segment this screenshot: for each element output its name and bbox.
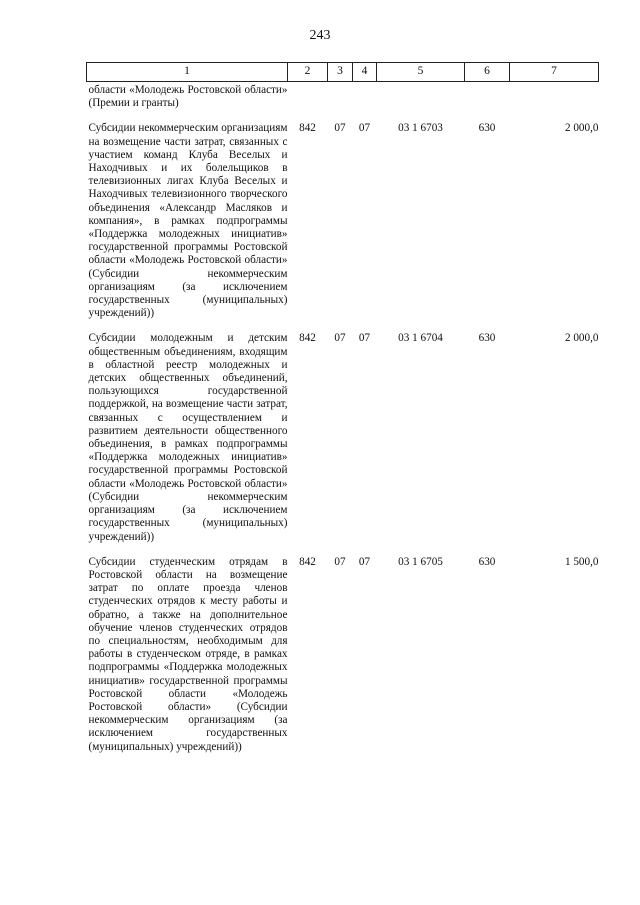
row-subsection: 07 xyxy=(358,555,371,568)
table-row xyxy=(87,82,599,111)
row-description: Субсидии молодежным и детским общественным объединениям, входящим в областной реестр молодежных и детских общественных объединений, пользующихся государственной поддержкой, на возмещение части затрат, связанных с осуществлением и развитием деятельности общественного объединения, в рамках подпрограммы «Поддержка молодежных инициатив» государственной программы Ростовской области «Молодежь Ростовской области» (Субсидии некоммерческим организациям (за исключением государственных (муниципальных) учреждений)) xyxy=(88,332,288,543)
header-col-2: 2 xyxy=(288,63,328,82)
table-row xyxy=(87,320,599,543)
table-row xyxy=(87,110,599,320)
row-amount: 2 000,0 xyxy=(564,122,599,135)
row-description: Субсидии студенческим отрядам в Ростовской области на возмещение затрат по оплате проезда членов студенческих отрядов к месту работы и обратно, а также на дополнительное обучение членов студенческих отрядов по специальностям, необходимым для работы в студенческом отряде, в рамках подпрограммы «Поддержка молодежных инициатив» государственной программы Ростовской области «Молодежь Ростовской области» (Субсидии некоммерческим организациям (за исключением государственных (муниципальных) учреждений)) xyxy=(88,555,288,753)
row-description: области «Молодежь Ростовской области» (Премии и гранты) xyxy=(88,84,288,110)
row-description: Субсидии некоммерческим организациям на возмещение части затрат, связанных с участием команд Клуба Веселых и Находчивых и их болельщиков в телевизионных лигах Клуба Веселых и Находчивых телевизионного творческого объединения «Александр Масляков и компания», в рамках подпрограммы «Поддержка молодежных инициатив» государственной программы Ростовской области «Молодежь Ростовской области» (Субсидии некоммерческим организациям (за исключением государственных (муниципальных) учреждений)) xyxy=(88,122,288,320)
header-col-1: 1 xyxy=(87,63,288,82)
header-col-4: 4 xyxy=(353,63,377,82)
row-expense-type xyxy=(465,82,510,111)
row-target-article: 03 1 6703 xyxy=(398,122,443,135)
row-expense-type: 630 xyxy=(478,555,496,568)
row-admin-code: 842 xyxy=(299,122,316,135)
row-admin-code xyxy=(288,82,328,111)
row-amount: 1 500,0 xyxy=(564,555,599,568)
header-col-3: 3 xyxy=(328,63,353,82)
row-section: 07 xyxy=(334,122,346,135)
row-target-article xyxy=(377,82,465,111)
row-subsection: 07 xyxy=(358,122,371,135)
header-col-7: 7 xyxy=(510,63,599,82)
row-admin-code: 842 xyxy=(299,555,316,568)
row-expense-type: 630 xyxy=(478,332,496,345)
header-col-6: 6 xyxy=(465,63,510,82)
table-header-row xyxy=(87,63,599,82)
row-section: 07 xyxy=(334,555,346,568)
row-target-article: 03 1 6704 xyxy=(398,332,443,345)
row-section: 07 xyxy=(334,332,346,345)
row-subsection xyxy=(353,82,377,111)
table-row xyxy=(87,544,599,754)
row-target-article: 03 1 6705 xyxy=(398,555,443,568)
header-col-5: 5 xyxy=(377,63,465,82)
row-subsection: 07 xyxy=(358,332,371,345)
row-section xyxy=(328,82,353,111)
page-number: 243 xyxy=(309,28,331,43)
row-expense-type: 630 xyxy=(478,122,496,135)
row-amount xyxy=(510,82,599,111)
row-admin-code: 842 xyxy=(299,332,316,345)
budget-table xyxy=(86,62,599,754)
row-amount: 2 000,0 xyxy=(564,332,599,345)
